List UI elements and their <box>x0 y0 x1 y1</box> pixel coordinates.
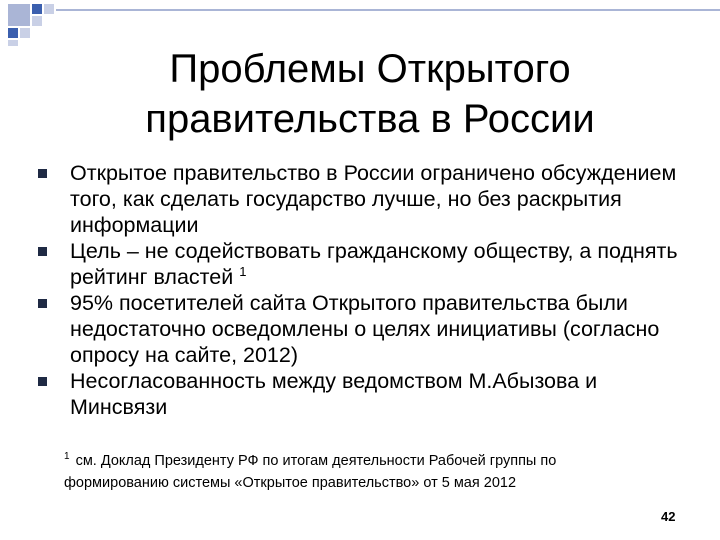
bullet-list <box>38 160 688 420</box>
bullet-text: 95% посетителей сайта Открытого правительства были недостаточно осведомлены о целях инициативы (согласно опросу на сайте, 2012) <box>70 291 660 367</box>
square-bullet-icon <box>38 299 47 308</box>
bullet-text: Несогласованность между ведомством М.Абызова и Минсвязи <box>70 369 598 419</box>
slide-title <box>110 44 630 144</box>
square-bullet-icon <box>38 169 47 178</box>
page-number: 42 <box>661 509 676 524</box>
deco-square <box>44 4 54 14</box>
footnote-reference: 1 <box>239 263 247 279</box>
bullet-item <box>38 238 688 290</box>
square-bullet-icon <box>38 247 47 256</box>
bullet-text: Цель – не содействовать гражданскому обществу, а поднять рейтинг властей <box>70 239 678 289</box>
bullet-item <box>38 160 688 238</box>
deco-square <box>20 28 30 38</box>
bullet-text: Открытое правительство в России ограничено обсуждением того, как сделать государство лучше, но без раскрытия информации <box>70 161 677 237</box>
deco-square <box>8 28 18 38</box>
square-bullet-icon <box>38 377 47 386</box>
deco-square <box>32 16 42 26</box>
bullet-item <box>38 290 688 368</box>
footnote-mark: 1 <box>64 451 70 463</box>
deco-line <box>56 9 720 11</box>
deco-square <box>8 40 18 46</box>
deco-square <box>8 4 30 26</box>
bullet-item <box>38 368 688 420</box>
decorative-header-squares <box>0 0 720 48</box>
footnote <box>64 450 564 494</box>
footnote-text: см. Доклад Президенту РФ по итогам деятельности Рабочей группы по формированию системы «Открытое правительство» от 5 мая 2012 <box>64 453 557 491</box>
slide-title-line1: Проблемы Открытого <box>169 47 571 91</box>
slide-title-line2: правительства в России <box>145 97 595 141</box>
deco-square <box>32 4 42 14</box>
